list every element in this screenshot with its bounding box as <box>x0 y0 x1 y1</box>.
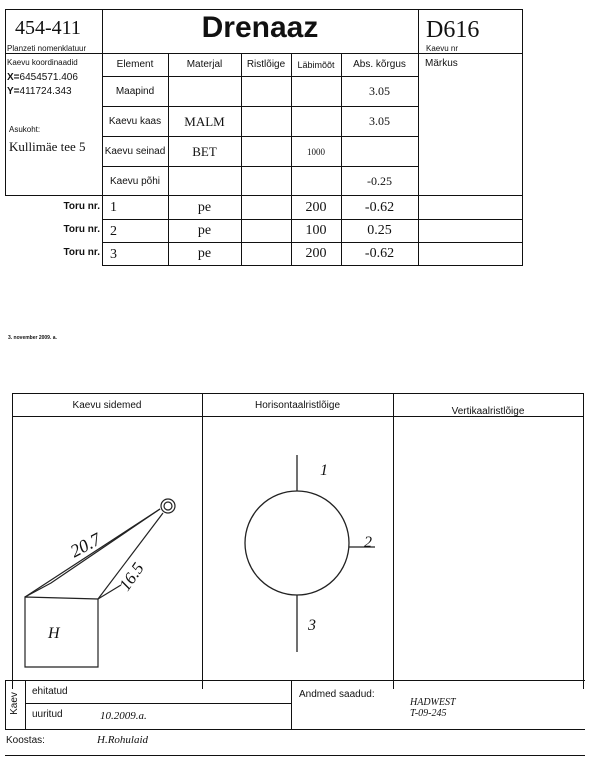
dimension-a-label: 20.7 <box>66 528 105 562</box>
row-element: Maapind <box>115 86 155 97</box>
page-title: Drenaaz <box>201 11 319 44</box>
pipe-2-label: 2 <box>364 534 372 551</box>
row-element: Kaevu seinad <box>104 146 166 157</box>
row-element: Kaevu kaas <box>108 116 162 127</box>
horizontal-section-drawing <box>203 417 393 689</box>
pipe-material: pe <box>197 199 212 215</box>
nomenclature-label: Planzeti nomenklatuur <box>7 44 87 53</box>
row-abs: 3.05 <box>369 84 390 98</box>
pipe-abs: -0.62 <box>364 199 395 215</box>
row-material: MALM <box>184 113 225 129</box>
data-from-ref: T-09-245 <box>410 708 447 719</box>
row-abs: -0.25 <box>367 173 392 188</box>
row-diameter: 1000 <box>307 146 325 157</box>
pipe-nr: 3 <box>110 247 117 262</box>
compiled-value: H.Rohulaid <box>97 734 149 746</box>
pipe-diameter: 200 <box>305 246 327 261</box>
header-remarks: Märkus <box>425 58 458 69</box>
header-diameter: Läbimõõt <box>297 59 335 70</box>
sketch-header-horizontal: Horisontaalristlõige <box>254 399 341 411</box>
nomenclature: 454-411 <box>15 17 81 39</box>
header-abs-height: Abs. kõrgus <box>353 59 406 70</box>
sketch-header-links: Kaevu sidemed <box>72 399 142 411</box>
pipe-abs: 0.25 <box>367 223 392 238</box>
dimension-b-label: 16.5 <box>115 559 148 595</box>
pipe-material: pe <box>197 246 212 261</box>
built-label: ehitatud <box>32 686 68 697</box>
pipe-abs: -0.62 <box>364 246 395 261</box>
date-note: 3. november 2009. a. <box>8 335 57 341</box>
data-from-label: Andmed saadud: <box>299 689 375 700</box>
x-coordinate: X=6454571.406 <box>7 72 78 83</box>
row-element: Kaevu põhi <box>109 175 161 187</box>
y-coordinate: Y=411724.343 <box>7 86 72 97</box>
location-label: Asukoht: <box>9 125 41 134</box>
pipe-3-label: 3 <box>308 617 316 634</box>
row-abs: 3.05 <box>369 114 390 128</box>
house-outline <box>25 597 98 667</box>
header-material: Materjal <box>186 59 223 70</box>
pipe-material: pe <box>197 223 212 238</box>
pipe-nr: 1 <box>110 200 117 215</box>
pipe-label: Toru nr. <box>63 224 100 235</box>
house-label: H <box>48 625 60 642</box>
row-material: BET <box>192 143 217 159</box>
data-from-value: HADWEST <box>410 697 456 708</box>
coords-label: Kaevu koordinaadid <box>7 58 78 67</box>
location-value: Kullimäe tee 5 <box>9 139 86 154</box>
surveyed-label: uuritud <box>32 709 63 720</box>
pipe-diameter: 100 <box>305 223 327 238</box>
well-circle <box>245 491 349 595</box>
location-sketch <box>13 417 202 689</box>
pipe-nr: 2 <box>110 224 117 239</box>
pipe-diameter: 200 <box>305 199 327 215</box>
compiled-label: Koostas: <box>6 735 45 746</box>
pipe-label: Toru nr. <box>63 247 100 258</box>
header-element: Element <box>116 59 154 70</box>
well-id-label: Kaevu nr <box>426 44 459 53</box>
pipe-label: Toru nr. <box>63 201 100 212</box>
well-id: D616 <box>426 17 480 43</box>
surveyed-value: 10.2009.a. <box>100 710 147 722</box>
header-cross: Ristlõige <box>246 59 286 70</box>
sketch-header-vertical: Vertikaalristlõige <box>451 405 525 417</box>
pipe-1-label: 1 <box>320 462 328 479</box>
well-marker-icon <box>161 499 175 513</box>
side-label: Kaev <box>8 692 20 715</box>
